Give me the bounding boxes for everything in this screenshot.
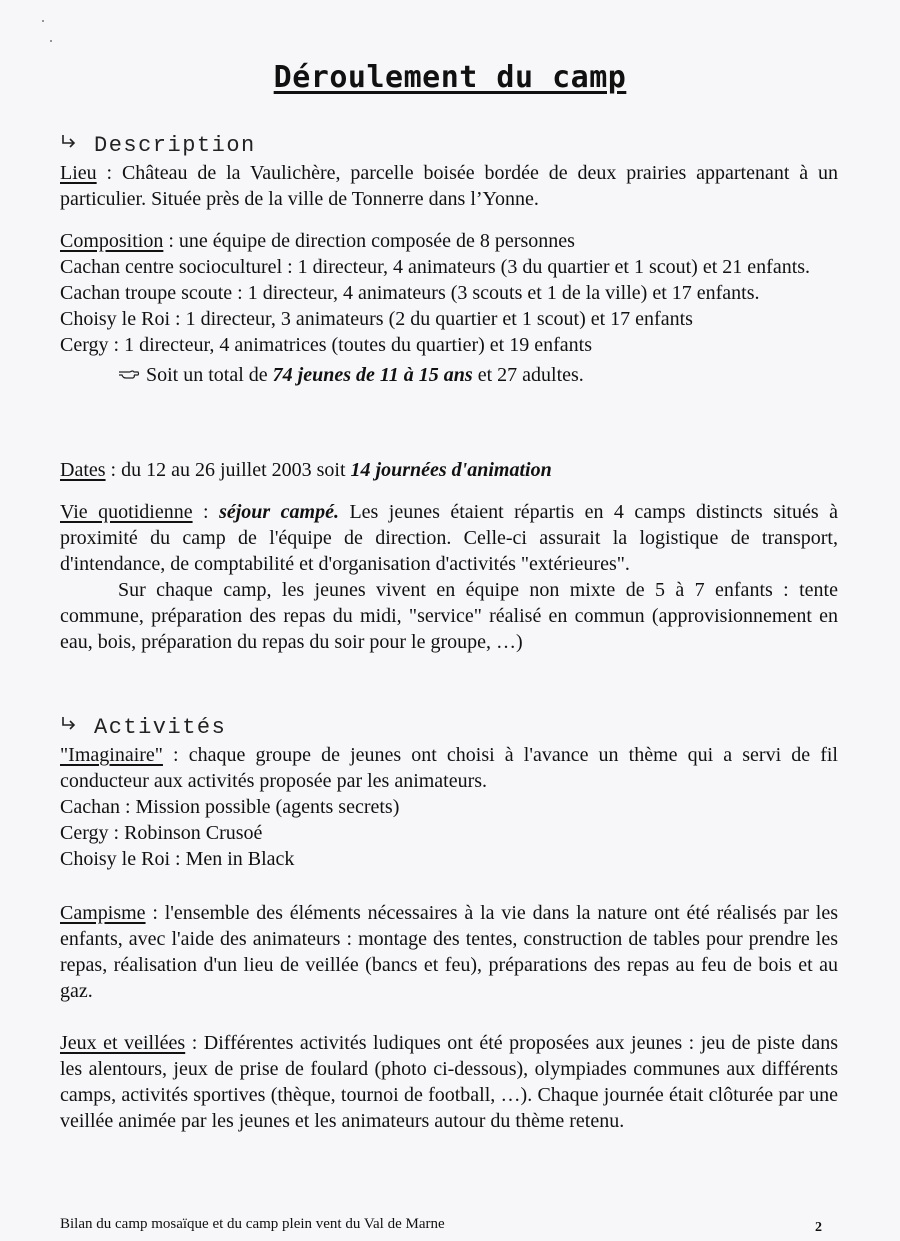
paragraph-lieu: Lieu : Château de la Vaulichère, parcelle boisée bordée de deux prairies appartenant à un particulier. Située près de la ville de Tonnerre dans l’Yonne. (60, 162, 838, 210)
section-heading-activites: Activités (60, 714, 226, 740)
paragraph-vie-quotidienne: Vie quotidienne : séjour campé. Les jeunes étaient répartis en 4 camps distincts situés à proximité du camp de l'équipe de direction. Celle-ci assurait la logistique de transport, d'intendance, de comptabilité et d'organisation d'activités "extérieures". (60, 501, 838, 575)
page-number: 2 (815, 1220, 822, 1235)
paragraph-jeux-veillees: Jeux et veillées : Différentes activités ludiques ont été proposées aux jeunes : jeu de piste dans les alentours, jeux de prise de foulard (photo ci-dessous), olympiades communes aux différents camps, activités sportives (thèque, tournoi de football, …). Chaque journée était clôturée par une veillée animée par les jeunes et les animateurs autour du thème retenu. (60, 1032, 838, 1132)
total-line: Soit un total de 74 jeunes de 11 à 15 ans et 27 adultes. (60, 362, 838, 388)
theme-item: Choisy le Roi : Men in Black (60, 848, 295, 870)
paragraph-vie-quotidienne-2: Sur chaque camp, les jeunes vivent en équipe non mixte de 5 à 7 enfants : tente commune, préparation des repas du midi, "service" réalisé en commun (approvisionnement en eau, bois, préparation du repas du soir pour le groupe, …) (60, 579, 838, 653)
composition-line: Cachan troupe scoute : 1 directeur, 4 animateurs (3 scouts et 1 de la ville) et 17 enfants. (60, 282, 760, 304)
hooked-arrow-icon (60, 132, 94, 156)
section-heading-description: Description (60, 132, 256, 158)
composition-line: Choisy le Roi : 1 directeur, 3 animateurs (2 du quartier et 1 scout) et 17 enfants (60, 308, 693, 330)
theme-item: Cachan : Mission possible (agents secrets) (60, 796, 400, 818)
themes-list (60, 794, 838, 872)
paragraph-campisme: Campisme : l'ensemble des éléments nécessaires à la vie dans la nature ont été réalisés par les enfants, avec l'aide des animateurs : montage des tentes, construction de tables pour prendre les repas, réalisation d'un lieu de veillée (bancs et feu), préparations des repas au feu de bois et au gaz. (60, 902, 838, 1002)
theme-item: Cergy : Robinson Crusoé (60, 822, 263, 844)
scan-speck (42, 20, 44, 22)
label-lieu: Lieu (60, 162, 97, 184)
page-title: Déroulement du camp (273, 60, 627, 95)
footer-text: Bilan du camp mosaïque et du camp plein vent du Val de Marne (60, 1216, 445, 1232)
paragraph-imaginaire: "Imaginaire" : chaque groupe de jeunes ont choisi à l'avance un thème qui a servi de fil conducteur aux activités proposée par les animateurs. (60, 744, 838, 792)
hooked-arrow-icon (60, 714, 94, 738)
paragraph-dates: Dates : du 12 au 26 juillet 2003 soit 14 journées d'animation (60, 459, 552, 481)
pointing-hand-icon (118, 362, 146, 388)
paragraph-composition (60, 228, 838, 388)
composition-intro: Composition : une équipe de direction composée de 8 personnes (60, 230, 575, 252)
scan-speck (50, 40, 52, 42)
composition-line: Cachan centre socioculturel : 1 directeur, 4 animateurs (3 du quartier et 1 scout) et 21 enfants. (60, 256, 811, 278)
composition-line: Cergy : 1 directeur, 4 animatrices (toutes du quartier) et 19 enfants (60, 334, 592, 356)
